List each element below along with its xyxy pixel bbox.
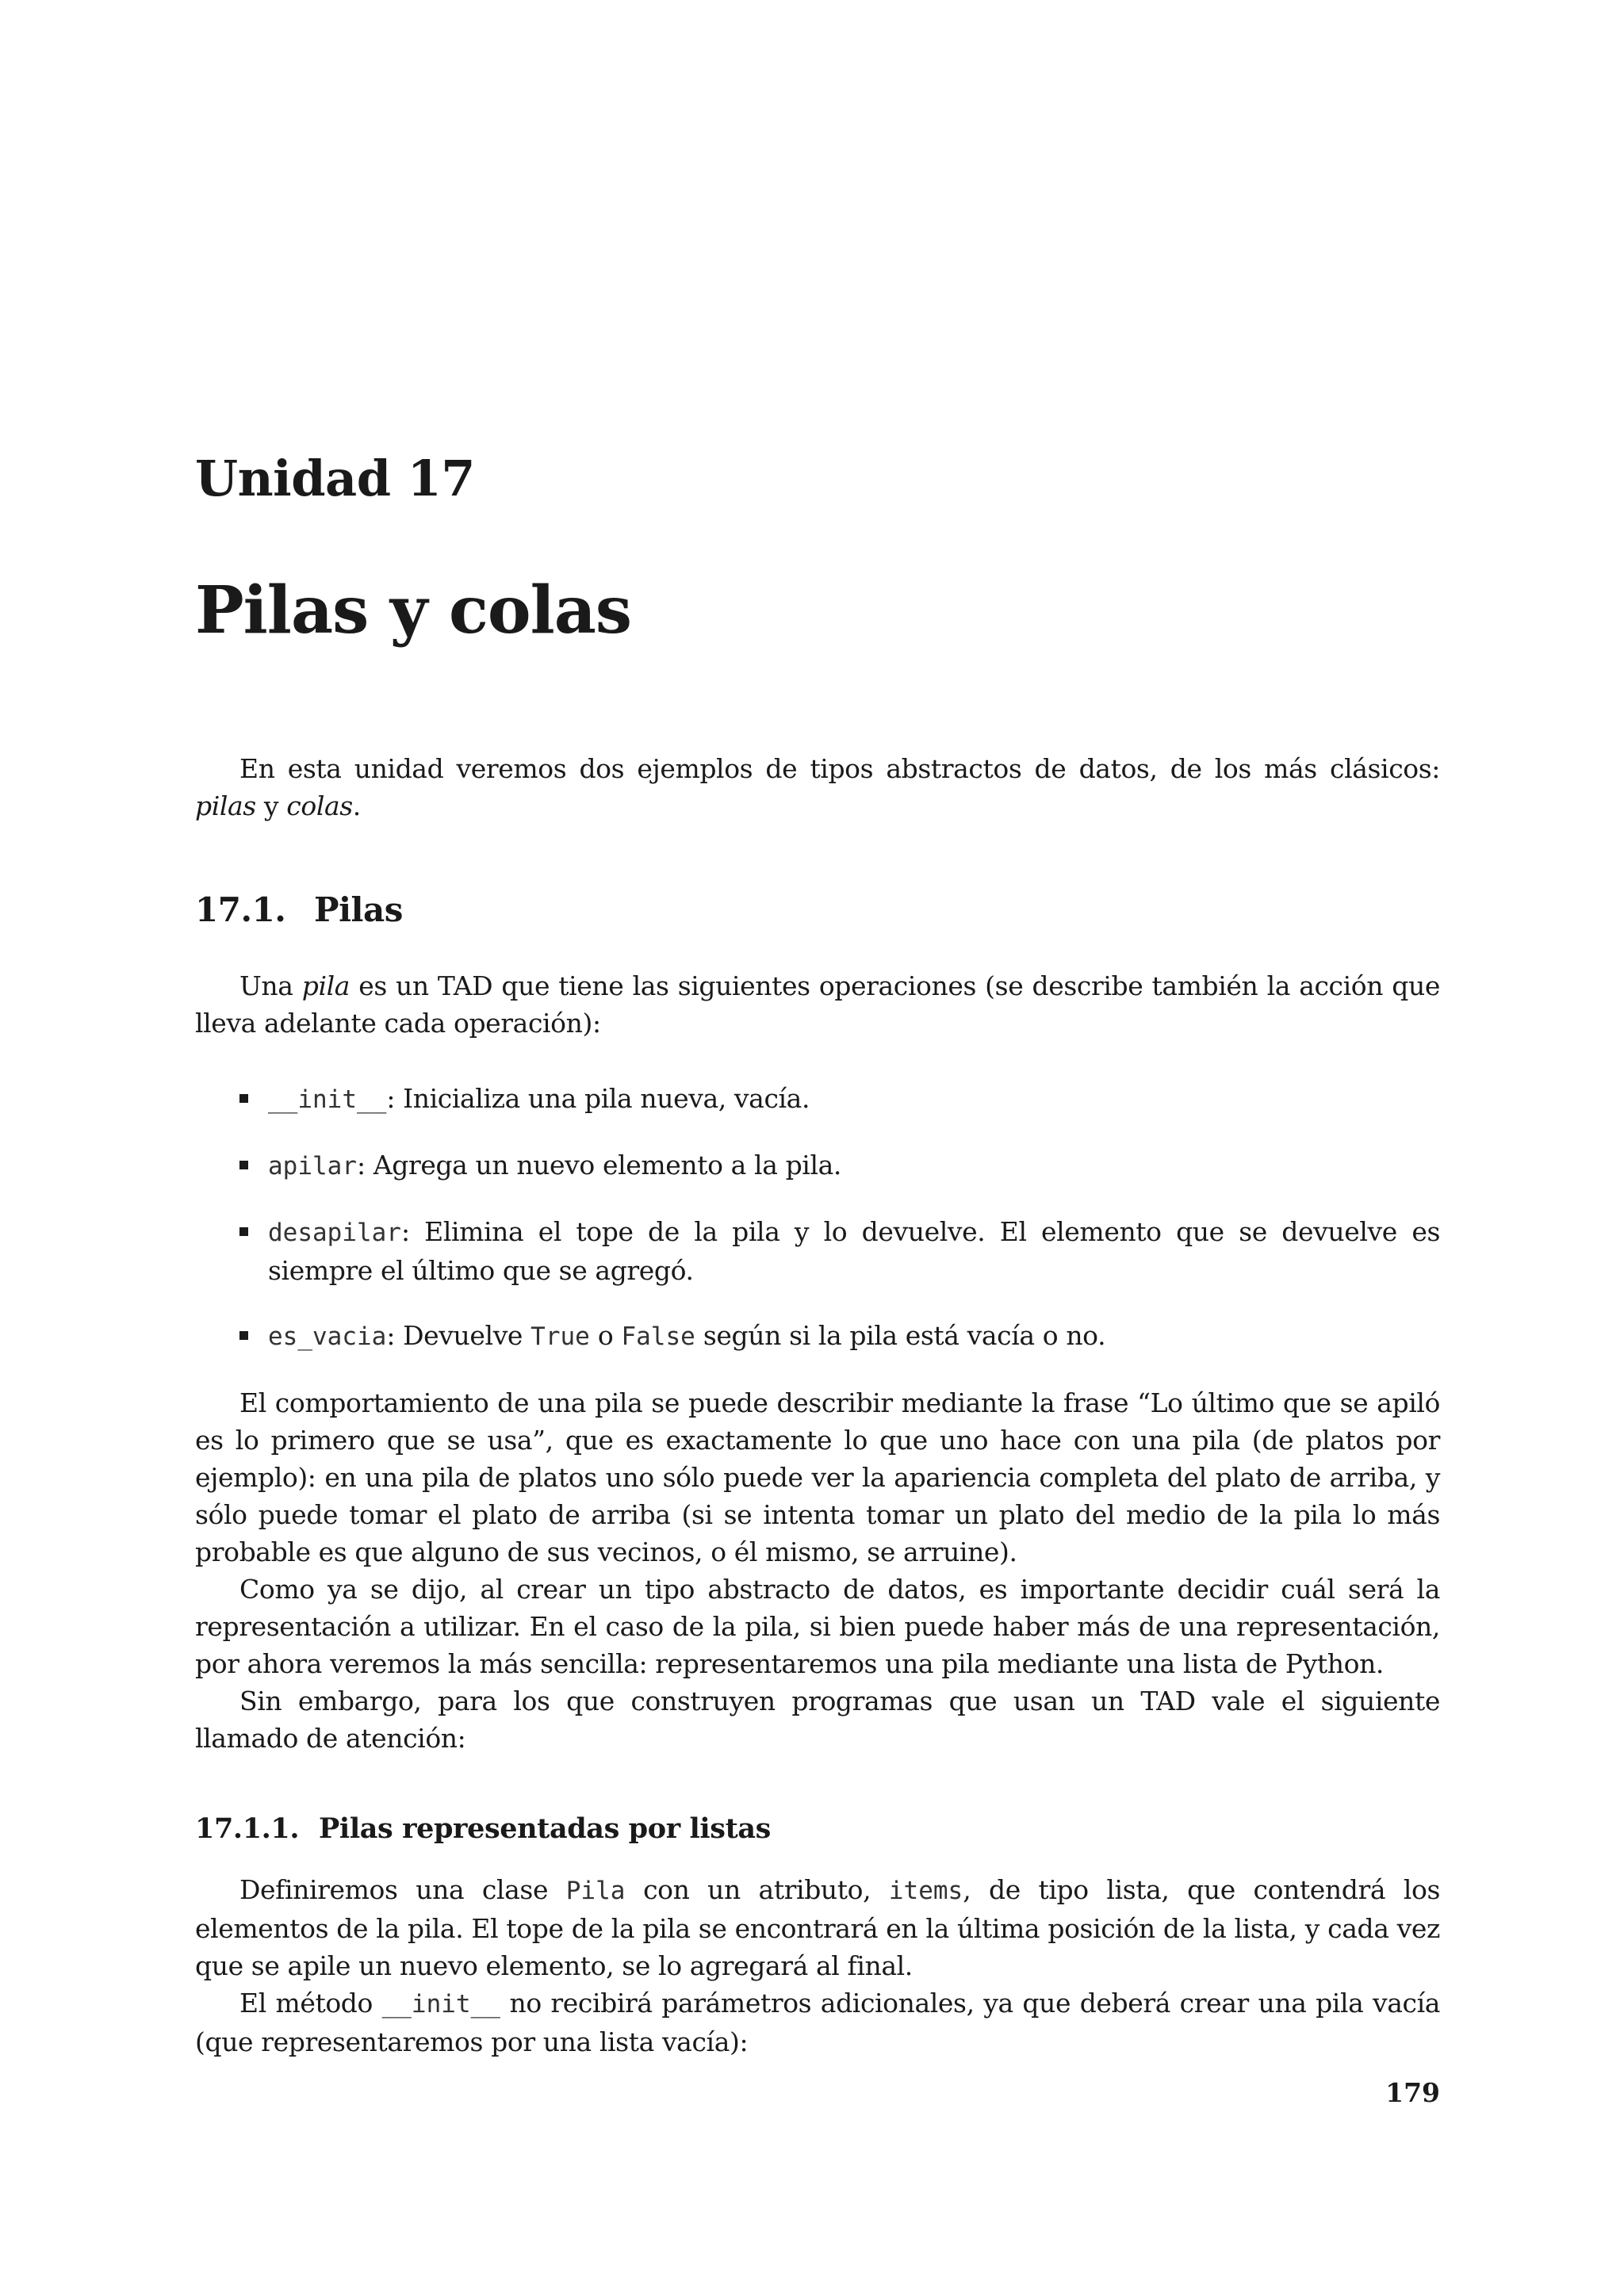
op-code: desapilar: [268, 1219, 401, 1247]
document-page: [195, 0, 1440, 2296]
paragraph: El comportamiento de una pila se puede describir mediante la frase “Lo último que se apiló es lo primero que se usa”, que es exactamente lo que uno hace con una pila (de platos por ejemplo): en una pila de platos uno sólo puede ver la apariencia completa del plato de arriba, y sólo puede tomar el plato de arriba (si se intenta tomar un plato del medio de la pila lo más probable es que alguno de sus vecinos, o él mismo, se arruine).: [195, 1387, 1440, 1567]
paragraph: Sin embargo, para los que construyen programas que usan un TAD vale el siguiente llamado de atención:: [195, 1686, 1440, 1754]
chapter-title: Pilas y colas: [195, 572, 632, 649]
op-code: __init__: [268, 1085, 387, 1114]
code-true: True: [530, 1322, 590, 1351]
section-title: Pilas: [314, 890, 403, 929]
code-pila: Pila: [565, 1877, 626, 1905]
intro-paragraph: En esta unidad veremos dos ejemplos de tipos abstractos de datos, de los más clásicos: pilas y colas.: [195, 753, 1440, 821]
subsection-body: [195, 1871, 1440, 2061]
subsection-number: 17.1.1.: [195, 1812, 300, 1845]
list-item: desapilar: Elimina el tope de la pila y lo devuelve. El elemento que se devuelve es siempre el último que se agregó.: [239, 1213, 1440, 1289]
section-lead-paragraph: Una pila es un TAD que tiene las siguientes operaciones (se describe también la acción que lleva adelante cada operación):: [195, 970, 1440, 1039]
list-item: es_vacia: Devuelve True o False según si la pila está vacía o no.: [239, 1317, 1440, 1356]
section-heading: [195, 888, 403, 932]
list-item: apilar: Agrega un nuevo elemento a la pila.: [239, 1146, 1440, 1185]
list-item: __init__: Inicializa una pila nueva, vacía.: [239, 1080, 1440, 1119]
bullet-icon: [239, 1227, 248, 1236]
paragraph: Como ya se dijo, al crear un tipo abstracto de datos, es importante decidir cuál será la representación a utilizar. En el caso de la pila, si bien puede haber más de una representación, por ahora veremos la más sencilla: representaremos una pila mediante una lista de Python.: [195, 1574, 1440, 1679]
paragraph: El método __init__ no recibirá parámetros adicionales, ya que deberá crear una pila vacía (que representaremos por una lista vacía):: [195, 1988, 1440, 2057]
bullet-icon: [239, 1161, 248, 1169]
op-code: apilar: [268, 1152, 357, 1181]
op-code: es_vacia: [268, 1322, 387, 1351]
code-init: __init__: [381, 1990, 500, 2019]
section-number: 17.1.: [195, 890, 286, 929]
page-number: 179: [1385, 2077, 1440, 2108]
subsection-heading: [195, 1809, 771, 1849]
subsection-title: Pilas representadas por listas: [319, 1812, 771, 1845]
operations-list: [239, 1080, 1440, 1356]
section-body: [195, 1384, 1440, 1757]
bullet-icon: [239, 1331, 248, 1340]
chapter-label: Unidad 17: [195, 450, 475, 507]
code-items: items: [888, 1877, 963, 1905]
bullet-icon: [239, 1094, 248, 1103]
code-false: False: [621, 1322, 695, 1351]
paragraph: Definiremos una clase Pila con un atributo, items, de tipo lista, que contendrá los elementos de la pila. El tope de la pila se encontrará en la última posición de la lista, y cada vez que se apile un nuevo elemento, se lo agregará al final.: [195, 1874, 1440, 1981]
em-colas: colas: [286, 790, 353, 821]
em-pila: pila: [301, 970, 350, 1001]
em-pilas: pilas: [195, 790, 256, 821]
